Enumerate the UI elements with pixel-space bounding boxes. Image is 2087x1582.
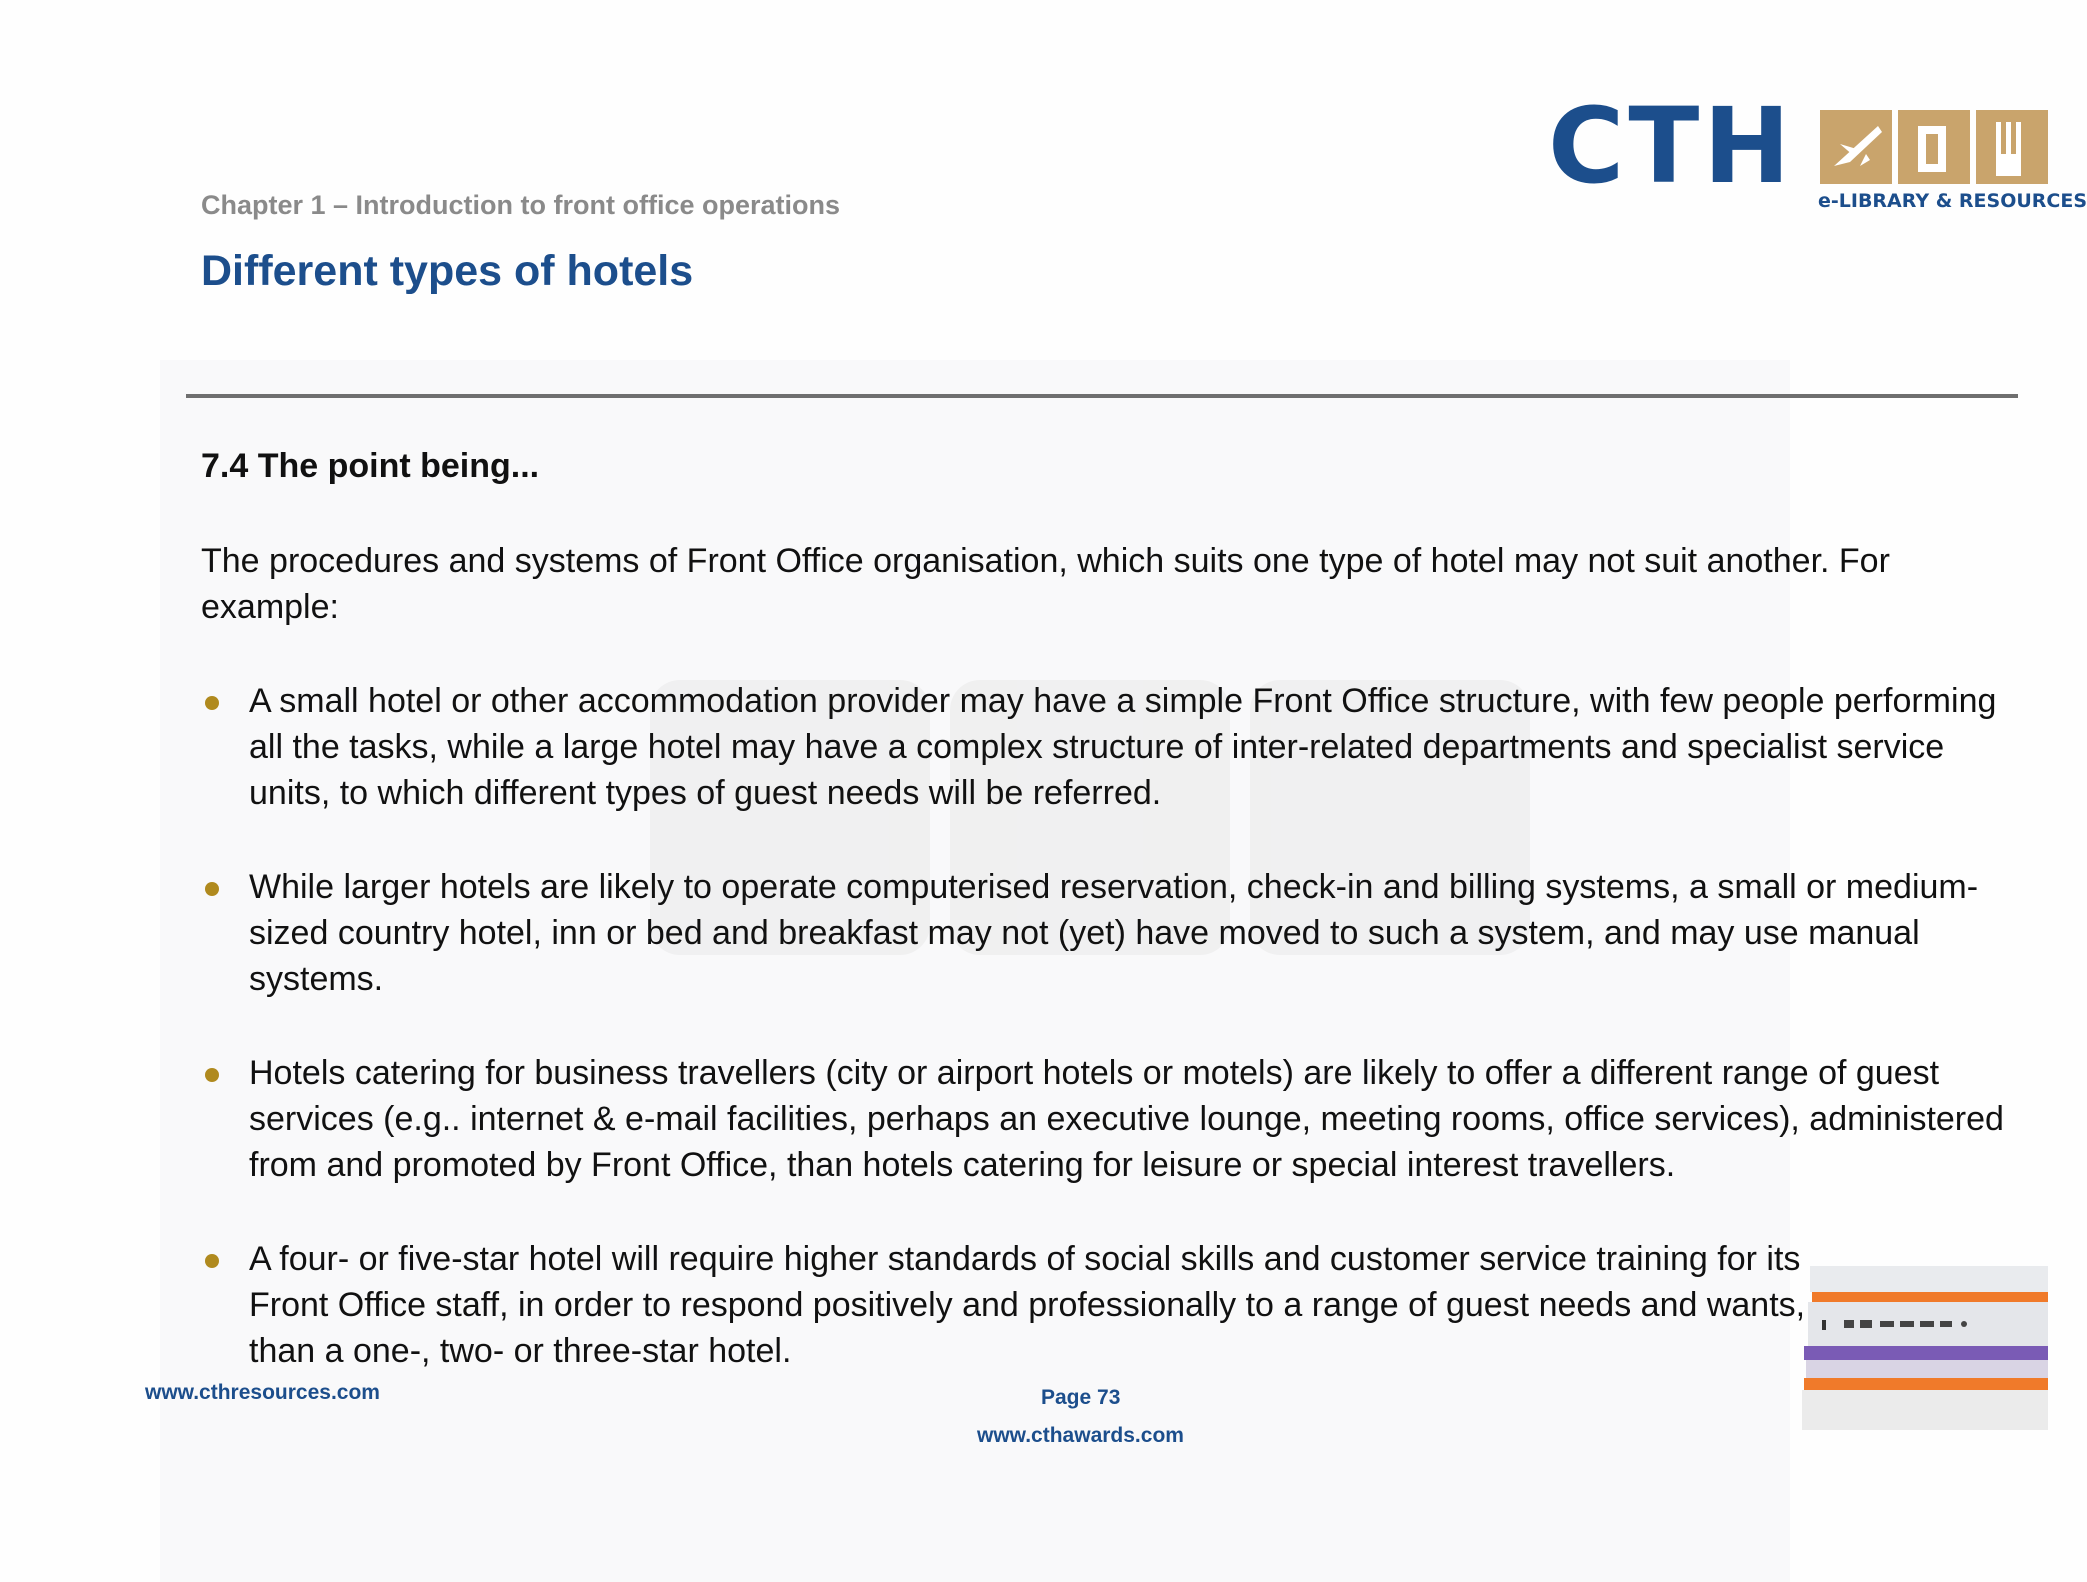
book-stack-image xyxy=(1800,1262,2048,1432)
bullet-dot-icon xyxy=(205,1254,219,1268)
footer-awards-link[interactable]: www.cthawards.com xyxy=(977,1424,1184,1447)
page-title: Different types of hotels xyxy=(201,247,694,295)
bullet-text: A four- or five-star hotel will require higher standards of social skills and customer service training for its Front Office staff, in order to respond positively and professionally to a range of guest needs and wants, than a one-, two- or three-star hotel. xyxy=(249,1240,1806,1370)
intro-paragraph: The procedures and systems of Front Office organisation, which suits one type of hotel may not suit another. For example: xyxy=(201,542,1890,626)
logo-wordmark: CTH xyxy=(1548,85,1795,207)
page-number: Page 73 xyxy=(1041,1386,1121,1409)
logo-icon-tiles xyxy=(1820,110,2048,184)
chapter-label: Chapter 1 – Introduction to front office operations xyxy=(201,190,841,220)
logo-tagline: e-LIBRARY & RESOURCES xyxy=(1818,190,2087,212)
bullet-text: While larger hotels are likely to operate computerised reservation, check-in and billing systems, a small or medium-sized country hotel, inn or bed and breakfast may not (yet) have moved to such a system, and may use manual systems. xyxy=(249,868,1979,998)
cth-logo xyxy=(1548,85,2087,218)
bullet-text: A small hotel or other accommodation provider may have a simple Front Office structure, with few people performing all the tasks, while a large hotel may have a complex structure of inter-related departments and specialist service units, to which different types of guest needs will be referred. xyxy=(249,682,1997,812)
header-divider xyxy=(186,394,2018,398)
bullet-text: Hotels catering for business travellers (city or airport hotels or motels) are likely to offer a different range of guest services (e.g.. internet & e-mail facilities, perhaps an executive lounge, meeting rooms, office services), administered from and promoted by Front Office, than hotels catering for leisure or special interest travellers. xyxy=(249,1054,2004,1184)
section-heading: 7.4 The point being... xyxy=(201,447,540,485)
bullet-dot-icon xyxy=(205,1068,219,1082)
bullet-dot-icon xyxy=(205,882,219,896)
footer-resources-link[interactable]: www.cthresources.com xyxy=(145,1381,380,1404)
bullet-dot-icon xyxy=(205,696,219,710)
